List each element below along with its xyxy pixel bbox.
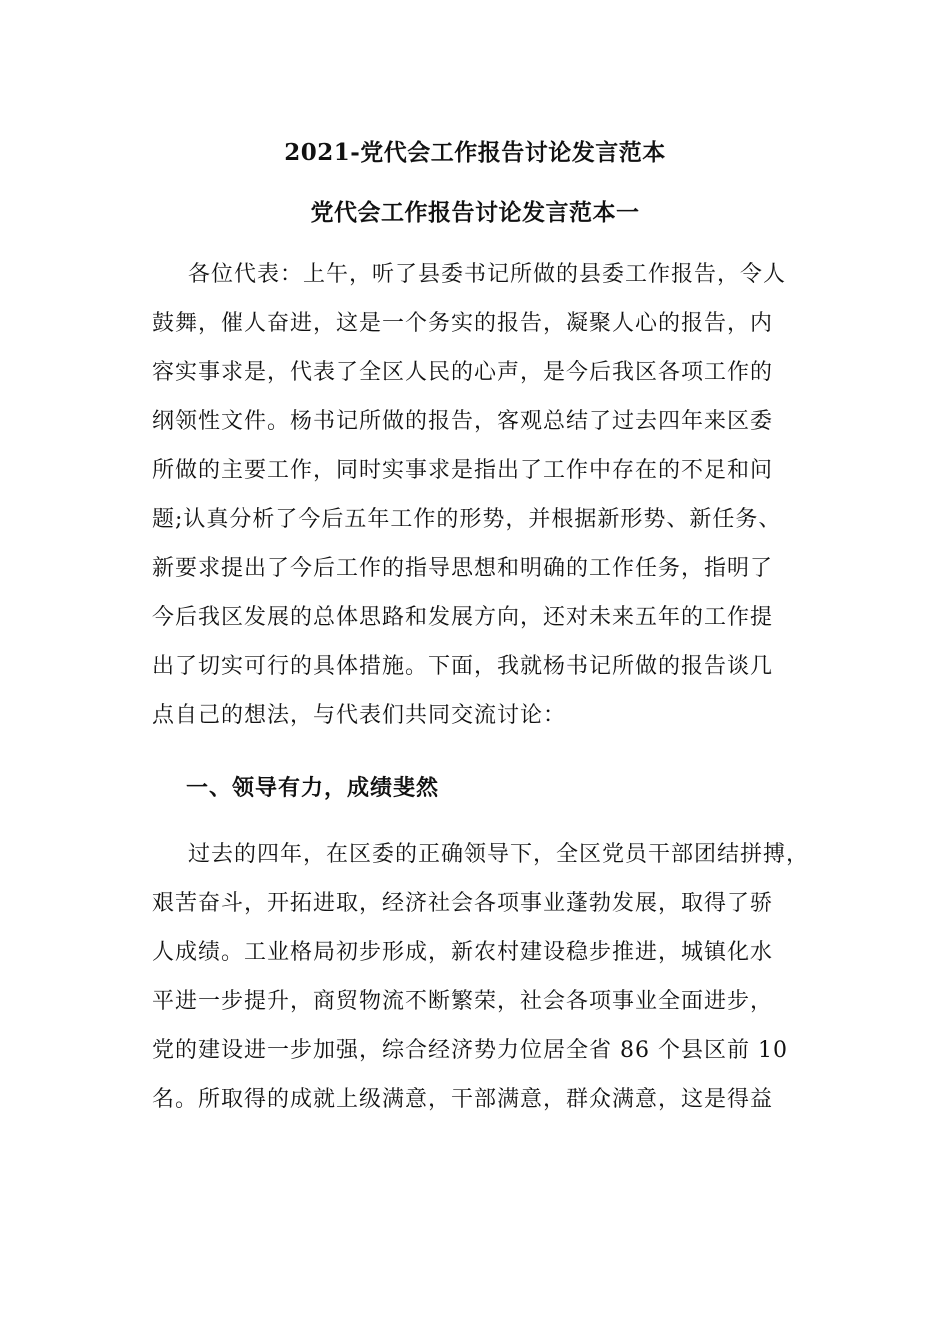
paragraph-line: 纲领性文件。杨书记所做的报告，客观总结了过去四年来区委: [152, 409, 774, 434]
document-subtitle: 党代会工作报告讨论发言范本一: [310, 199, 640, 226]
paragraph-line: 平进一步提升，商贸物流不断繁荣，社会各项事业全面进步，: [152, 989, 774, 1014]
paragraph-line: 出了切实可行的具体措施。下面，我就杨书记所做的报告谈几: [152, 654, 774, 679]
paragraph-line: 所做的主要工作，同时实事求是指出了工作中存在的不足和问: [152, 458, 774, 483]
paragraph-line: 过去的四年，在区委的正确领导下，全区党员干部团结拼搏，: [188, 842, 810, 867]
section-heading: 一、领导有力，成绩斐然: [186, 775, 440, 801]
paragraph-achievements: [152, 830, 832, 1124]
paragraph-line: 题;认真分析了今后五年工作的形势，并根据新形势、新任务、: [152, 507, 782, 532]
paragraph-line: 党的建设进一步加强，综合经济势力位居全省 86 个县区前 10: [152, 1038, 788, 1063]
paragraph-line: 艰苦奋斗，开拓进取，经济社会各项事业蓬勃发展，取得了骄: [152, 891, 774, 916]
paragraph-line: 新要求提出了今后工作的指导思想和明确的工作任务，指明了: [152, 556, 774, 581]
paragraph-line: 点自己的想法，与代表们共同交流讨论：: [152, 703, 567, 728]
paragraph-line: 人成绩。工业格局初步形成，新农村建设稳步推进，城镇化水: [152, 940, 774, 965]
paragraph-line: 名。所取得的成就上级满意，干部满意，群众满意，这是得益: [152, 1087, 774, 1112]
paragraph-line: 今后我区发展的总体思路和发展方向，还对未来五年的工作提: [152, 605, 774, 630]
document-title: 2021-党代会工作报告讨论发言范本: [284, 139, 666, 166]
paragraph-line: 各位代表：上午，听了县委书记所做的县委工作报告，令人: [188, 262, 787, 287]
paragraph-line: 容实事求是，代表了全区人民的心声，是今后我区各项工作的: [152, 360, 774, 385]
paragraph-intro: [152, 250, 832, 740]
paragraph-line: 鼓舞，催人奋进，这是一个务实的报告，凝聚人心的报告，内: [152, 311, 774, 336]
